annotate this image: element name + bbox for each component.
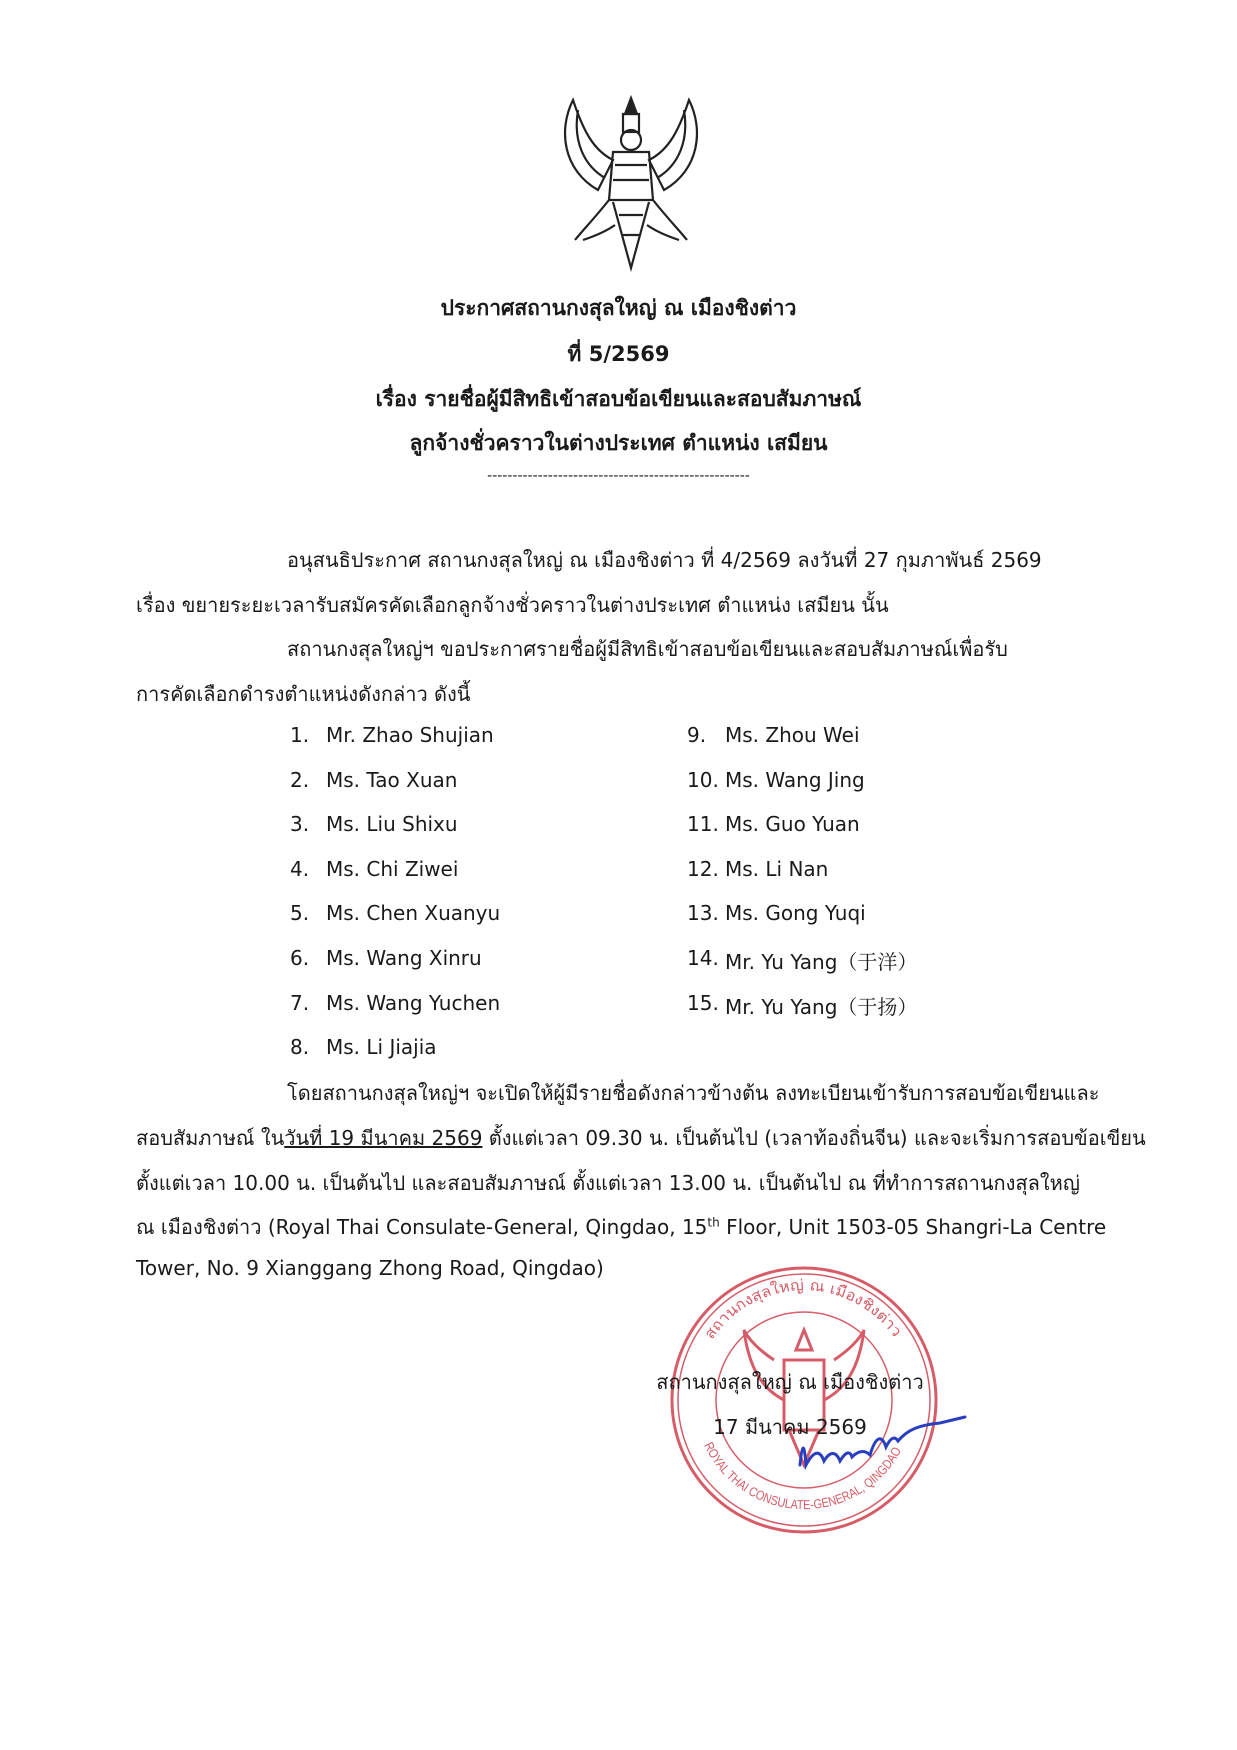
candidate-name: Ms. Guo Yuan (725, 812, 860, 837)
closing-text: ตั้งแต่เวลา 09.30 น. เป็นต้นไป (เวลาท้องถิ่นจีน) และจะเริ่มการสอบข้อเขียน (482, 1126, 1146, 1150)
candidate-name: Mr. Yu Yang（于洋） (725, 950, 918, 974)
candidate-number: 8. (290, 1035, 310, 1060)
ordinal-suffix: th (707, 1215, 720, 1230)
handwritten-signature-icon (790, 1395, 970, 1475)
intro-line: อนุสนธิประกาศ สถานกงสุลใหญ่ ณ เมืองชิงต่าว ที่ 4/2569 ลงวันที่ 27 กุมภาพันธ์ 2569 (287, 548, 1042, 572)
closing-text: ณ เมืองชิงต่าว (Royal Thai Consulate-General, Qingdao, 15 (136, 1215, 708, 1239)
announcement-number: ที่ 5/2569 (567, 342, 670, 366)
signature-date: 17 มีนาคม 2569 (713, 1415, 867, 1439)
candidate-number: 11. (687, 812, 719, 837)
seal-text-top: สถานกงสุลใหญ่ ณ เมืองชิงต่าว (700, 1276, 906, 1343)
signatory-office: สถานกงสุลใหญ่ ณ เมืองชิงต่าว (656, 1370, 924, 1394)
divider: ---------------------------------------------------- (487, 468, 750, 484)
candidate-number: 1. (290, 723, 310, 747)
closing-text: Floor, Unit 1503-05 Shangri-La Centre (719, 1215, 1107, 1239)
candidate-name: Mr. Zhao Shujian (326, 723, 494, 747)
closing-line (136, 1211, 1106, 1243)
closing-line: Tower, No. 9 Xianggang Zhong Road, Qingdao) (136, 1256, 604, 1280)
closing-line: ตั้งแต่เวลา 10.00 น. เป็นต้นไป และสอบสัมภาษณ์ ตั้งแต่เวลา 13.00 น. เป็นต้นไป ณ ที่ทำการสถานกงสุลใหญ่ (136, 1171, 1080, 1195)
candidate-number: 9. (687, 723, 707, 747)
candidate-name: Ms. Chen Xuanyu (326, 901, 501, 926)
exam-date: วันที่ 19 มีนาคม 2569 (284, 1126, 483, 1150)
candidate-number: 7. (290, 990, 310, 1015)
candidate-name: Ms. Tao Xuan (326, 767, 458, 792)
candidate-name: Ms. Gong Yuqi (725, 901, 866, 926)
candidate-number: 2. (290, 767, 310, 792)
candidate-number: 13. (687, 901, 719, 926)
intro-line: สถานกงสุลใหญ่ฯ ขอประกาศรายชื่อผู้มีสิทธิเข้าสอบข้อเขียนและสอบสัมภาษณ์เพื่อรับ (287, 637, 1008, 661)
announcement-subject: เรื่อง รายชื่อผู้มีสิทธิเข้าสอบข้อเขียนและสอบสัมภาษณ์ (375, 387, 862, 411)
candidate-name: Ms. Wang Yuchen (326, 990, 501, 1015)
candidate-name: Ms. Li Jiajia (326, 1035, 437, 1060)
candidate-name: Ms. Li Nan (725, 856, 829, 881)
candidate-number: 10. (687, 767, 719, 792)
candidate-number: 4. (290, 856, 310, 881)
candidate-name: Ms. Wang Jing (725, 767, 865, 792)
candidate-number: 6. (290, 946, 310, 970)
candidate-number: 14. (687, 946, 719, 970)
announcement-heading: ประกาศสถานกงสุลใหญ่ ณ เมืองชิงต่าว (440, 296, 797, 320)
candidate-name: Ms. Chi Ziwei (326, 856, 459, 881)
closing-line: โดยสถานกงสุลใหญ่ฯ จะเปิดให้ผู้มีรายชื่อดังกล่าวข้างต้น ลงทะเบียนเข้ารับการสอบข้อเขียนและ (287, 1081, 1100, 1105)
garuda-emblem-icon (553, 90, 709, 274)
announcement-subject-position: ลูกจ้างชั่วคราวในต่างประเทศ ตำแหน่ง เสมียน (409, 431, 828, 455)
candidate-number: 12. (687, 856, 719, 881)
closing-line (136, 1122, 1146, 1154)
candidate-name: Ms. Wang Xinru (326, 946, 482, 970)
candidate-number: 3. (290, 812, 310, 837)
seal-text-bottom: ROYAL THAI CONSULATE-GENERAL, QINGDAO (701, 1439, 905, 1513)
candidate-name: Mr. Yu Yang（于扬） (725, 994, 918, 1019)
candidate-name: Ms. Liu Shixu (326, 812, 458, 837)
intro-line: เรื่อง ขยายระยะเวลารับสมัครคัดเลือกลูกจ้างชั่วคราวในต่างประเทศ ตำแหน่ง เสมียน นั้น (136, 593, 889, 617)
candidate-number: 15. (687, 990, 719, 1015)
candidate-number: 5. (290, 901, 310, 926)
intro-line: การคัดเลือกดำรงตำแหน่งดังกล่าว ดังนี้ (136, 682, 471, 706)
closing-text: สอบสัมภาษณ์ ใน (136, 1126, 285, 1150)
candidate-name: Ms. Zhou Wei (725, 723, 860, 747)
